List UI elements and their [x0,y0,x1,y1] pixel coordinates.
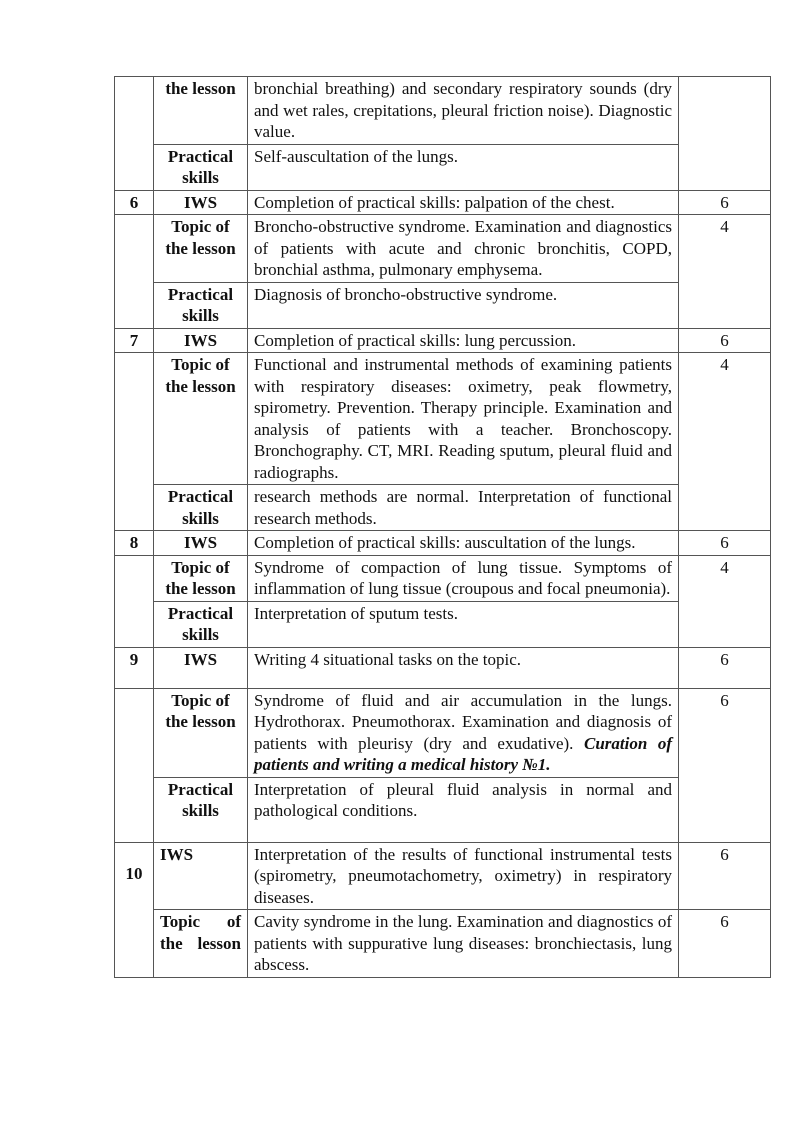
table-row [115,328,771,353]
row-kind-label: Practical skills [154,601,248,647]
row-kind-label: IWS [154,531,248,556]
row-kind-label: Topic of the lesson [154,910,248,978]
row-description: Self-auscultation of the lungs. [248,144,679,190]
hours-value: 6 [679,647,771,688]
row-description: Writing 4 situational tasks on the topic. [248,647,679,688]
lesson-number-cell [115,555,154,647]
table-row [115,353,771,485]
row-description-text: Syndrome of fluid and air accumulation in the lungs. Hydrothorax. Pneumothorax. Examination and diagnosis of patients with pleurisy (dry and exudative). [254,690,672,753]
row-kind-label: IWS [154,190,248,215]
row-description: Cavity syndrome in the lung. Examination and diagnostics of patients with suppurative lung diseases: bronchiectasis, lung abscess. [248,910,679,978]
row-description: Syndrome of compaction of lung tissue. Symptoms of inflammation of lung tissue (croupous and focal pneumonia). [248,555,679,601]
table-row [115,531,771,556]
hours-value: 6 [679,190,771,215]
lesson-number-cell [115,77,154,191]
row-kind-label: Topic of the lesson [154,353,248,485]
table-row [115,555,771,601]
table-row [115,842,771,910]
row-kind-label: IWS [154,328,248,353]
hours-value: 6 [679,688,771,842]
table-row [115,777,771,842]
table-row [115,647,771,688]
row-kind-label: Topic of the lesson [154,215,248,283]
table-row [115,282,771,328]
hours-value: 6 [679,842,771,910]
row-description: Interpretation of sputum tests. [248,601,679,647]
lesson-number-cell [115,215,154,329]
lesson-number: 7 [115,328,154,353]
hours-cell [679,77,771,191]
row-kind-label: IWS [154,647,248,688]
hours-value: 4 [679,215,771,329]
table-row [115,485,771,531]
row-kind-label: Practical skills [154,282,248,328]
lesson-number-cell [115,688,154,842]
row-description: Diagnosis of broncho-obstructive syndrome. [248,282,679,328]
row-description: Completion of practical skills: lung percussion. [248,328,679,353]
hours-value: 6 [679,328,771,353]
hours-value: 4 [679,555,771,647]
row-kind-label: IWS [154,842,248,910]
lesson-number: 9 [115,647,154,688]
row-description: Completion of practical skills: auscultation of the lungs. [248,531,679,556]
row-kind-label: Topic of the lesson [154,688,248,777]
row-description: Interpretation of pleural fluid analysis in normal and pathological conditions. [248,777,679,842]
curriculum-table [114,76,771,978]
lesson-number-value: 10 [125,863,143,883]
row-description: research methods are normal. Interpretation of functional research methods. [248,485,679,531]
lesson-number: 6 [115,190,154,215]
row-description: Completion of practical skills: palpation of the chest. [248,190,679,215]
row-description: Functional and instrumental methods of examining patients with respiratory diseases: oximetry, peak flowmetry, spirometry. Prevention. Therapy principle. Examination and analysis of patients with a teacher. Bronchoscopy. Bronchography. CT, MRI. Reading sputum, pleural fluid and radiographs. [248,353,679,485]
row-description [248,688,679,777]
table-row [115,688,771,777]
hours-value: 6 [679,910,771,978]
row-description: Broncho-obstructive syndrome. Examination and diagnostics of patients with acute and chronic bronchitis, COPD, bronchial asthma, pulmonary emphysema. [248,215,679,283]
table-row [115,77,771,145]
table-row [115,190,771,215]
hours-value: 4 [679,353,771,531]
table-row [115,144,771,190]
lesson-number: 8 [115,531,154,556]
row-description: bronchial breathing) and secondary respiratory sounds (dry and wet rales, crepitations, pleural friction noise). Diagnostic value. [248,77,679,145]
curation-emphasis: Curation of patients and writing a medical history №1. [254,733,672,774]
row-description: Interpretation of the results of functional instrumental tests (spirometry, pneumotachometry, oximetry) in respiratory diseases. [248,842,679,910]
lesson-number [115,842,154,977]
row-kind-label: Practical skills [154,777,248,842]
table-row [115,215,771,283]
table-row [115,910,771,978]
row-kind-label: Topic of the lesson [154,555,248,601]
table-row [115,601,771,647]
row-kind-label: Practical skills [154,144,248,190]
hours-value: 6 [679,531,771,556]
row-kind-label: the lesson [154,77,248,145]
lesson-number-cell [115,353,154,531]
row-kind-label: Practical skills [154,485,248,531]
